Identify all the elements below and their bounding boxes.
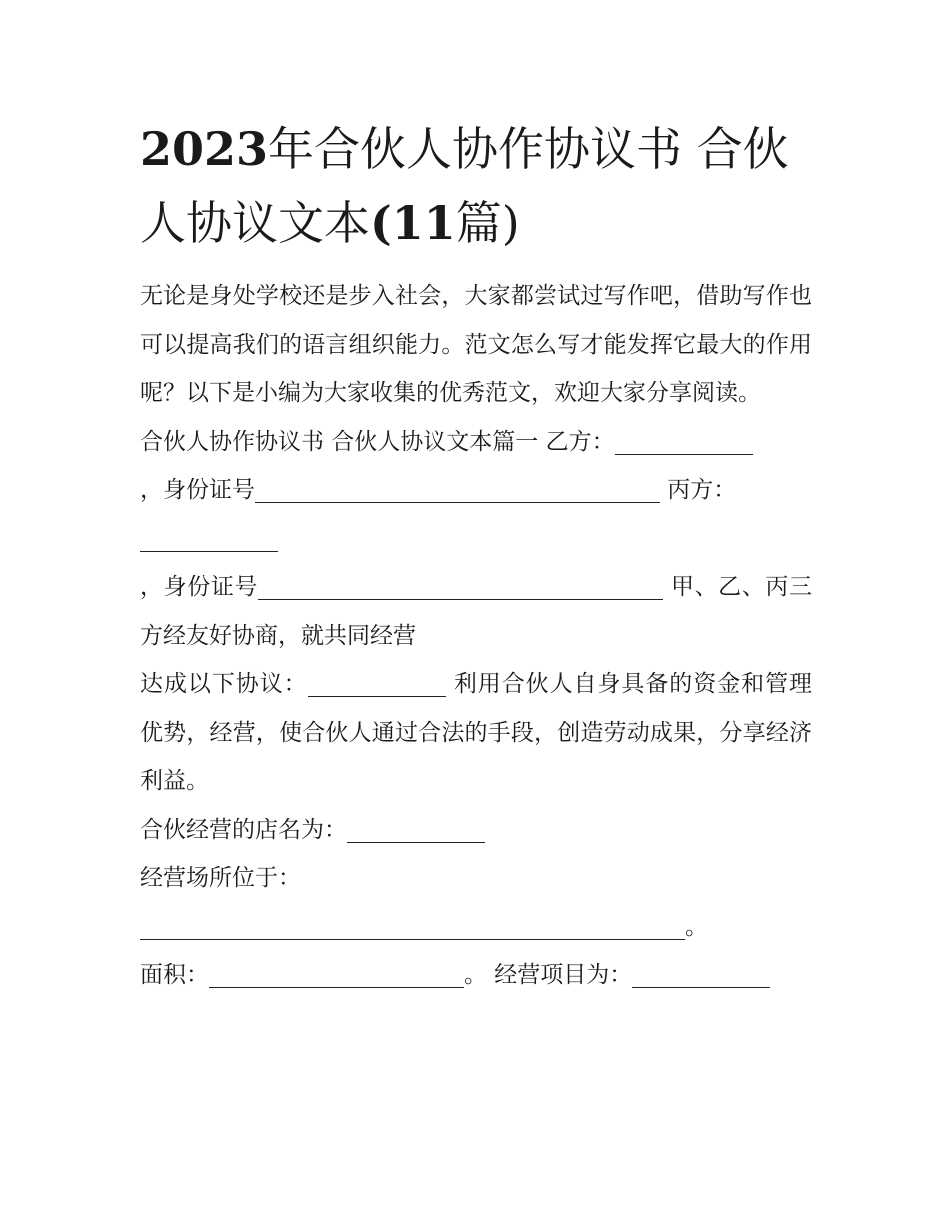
business-scope-label: 。 经营项目为： [464,962,633,988]
title-year: 2023 [140,122,269,176]
location-end: 。 [685,913,708,940]
party-b-id-line [140,466,812,515]
agreement-blank [308,666,446,697]
store-name-line [140,806,812,855]
party-b-label: 合伙人协作协议书 合伙人协议文本篇一 乙方： [140,428,615,455]
id-label: ，身份证号 [140,574,259,600]
party-c-blank-line [140,515,812,564]
agreement-lead: 达成以下协议： [140,671,308,697]
party-b-id-blank [255,472,660,503]
id-label: ，身份证号 [140,477,255,503]
party-b-blank [615,424,753,455]
store-name-label: 合伙经营的店名为： [140,816,347,843]
area-label: 面积： [140,962,209,988]
party-c-id-blank [258,569,663,600]
area-line [140,951,812,1000]
location-label: 经营场所位于： [140,865,301,891]
agreement-tail: 利用合伙人自身具备的资金和管理优势，经营，使合伙人通过合法的手段，创造劳动成果，分享经济利益。 [140,671,813,794]
intro-paragraph: 无论是身处学校还是步入社会，大家都尝试过写作吧，借助写作也可以提高我们的语言组织能力。范文怎么写才能发挥它最大的作用呢？以下是小编为大家收集的优秀范文，欢迎大家分享阅读。 [140,283,812,406]
party-c-blank [140,521,278,552]
location-blank-line [140,903,812,952]
negotiation-text: 甲、乙、丙三方经友好协商，就共同经营 [140,574,813,649]
title-text: 年合伙人协作协议书 合伙人协议文本 [140,122,789,250]
business-scope-blank [632,957,770,988]
title-tail: 篇) [455,196,520,250]
document-title [140,112,812,260]
agreement-paragraph [140,660,812,806]
party-c-label: 丙方： [660,477,737,503]
document-body [140,112,812,1000]
location-label-line [140,854,812,903]
area-blank [209,957,464,988]
location-blank [140,909,685,940]
party-c-id-line [140,563,812,660]
parties-paragraph [140,418,812,467]
store-name-blank [347,812,485,843]
title-count: (11 [370,196,456,250]
